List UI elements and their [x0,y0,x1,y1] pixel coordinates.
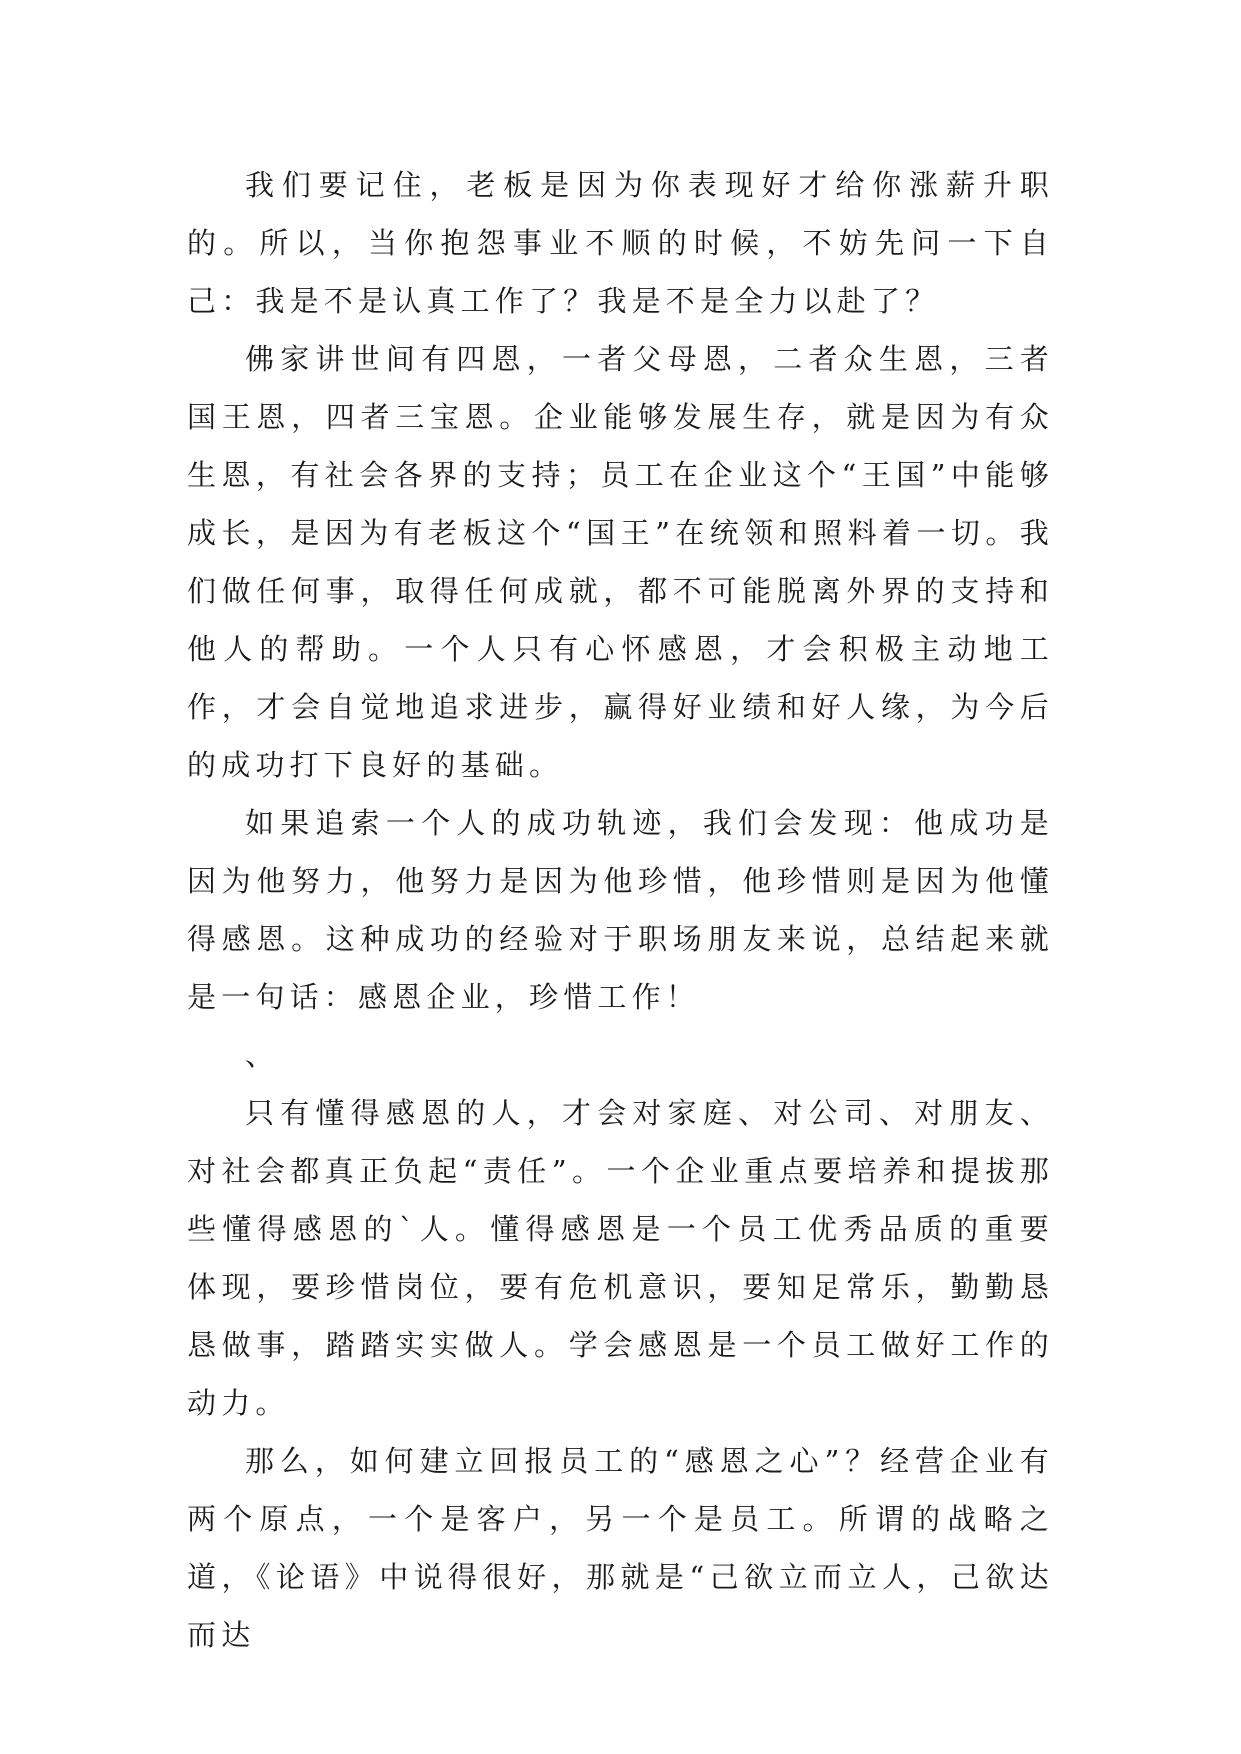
stray-mark: 、 [245,1038,280,1072]
paragraph: 如果追索一个人的成功轨迹，我们会发现：他成功是因为他努力，他努力是因为他珍惜，他珍惜则是因为他懂得感恩。这种成功的经验对于职场朋友来说，总结起来就是一句话：感恩企业，珍惜工作！ [187,806,1054,1014]
paragraph: 只有懂得感恩的人，才会对家庭、对公司、对朋友、对社会都真正负起“责任”。一个企业重点要培养和提拔那些懂得感恩的`人。懂得感恩是一个员工优秀品质的重要体现，要珍惜岗位，要有危机意识，要知足常乐，勤勤恳恳做事，踏踏实实做人。学会感恩是一个员工做好工作的动力。 [187,1096,1054,1420]
paragraph: 那么，如何建立回报员工的“感恩之心”？经营企业有两个原点，一个是客户，另一个是员工。所谓的战略之道，《论语》中说得很好，那就是“己欲立而立人，己欲达而达 [187,1444,1054,1652]
paragraph: 佛家讲世间有四恩，一者父母恩，二者众生恩，三者国王恩，四者三宝恩。企业能够发展生存，就是因为有众生恩，有社会各界的支持；员工在企业这个“王国”中能够成长，是因为有老板这个“国王”在统领和照料着一切。我们做任何事，取得任何成就，都不可能脱离外界的支持和他人的帮助。一个人只有心怀感恩，才会积极主动地工作，才会自觉地追求进步，赢得好业绩和好人缘，为今后的成功打下良好的基础。 [187,342,1054,782]
paragraph: 我们要记住，老板是因为你表现好才给你涨薪升职的。所以，当你抱怨事业不顺的时候，不妨先问一下自己：我是不是认真工作了？我是不是全力以赴了？ [187,168,1054,318]
document-body [187,156,1054,1664]
